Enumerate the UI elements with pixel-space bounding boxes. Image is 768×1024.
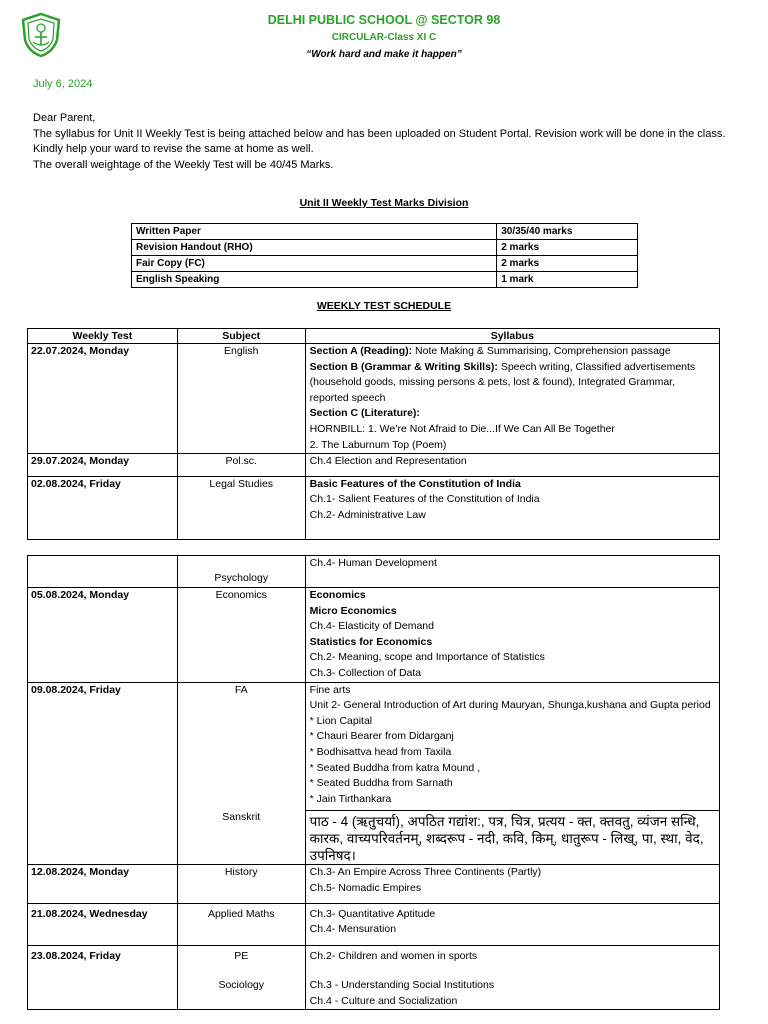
syllabus-line: Ch.4- Mensuration [309, 923, 397, 936]
table-row [28, 588, 720, 683]
syllabus [305, 344, 719, 454]
syllabus-line: Ch.4- Elasticity of Demand [309, 620, 434, 633]
marks-value: 2 marks [497, 256, 638, 272]
test-date: 29.07.2024, Monday [28, 454, 178, 477]
syllabus-line: Ch.3- Quantitative Aptitude [309, 907, 436, 920]
section-text: Note Making & Summarising, Comprehension passage [412, 345, 671, 357]
test-date: 22.07.2024, Monday [28, 344, 178, 454]
syllabus-line: Ch.2- Meaning, scope and Importance of Statistics [309, 651, 545, 664]
subject-pe: PE [234, 949, 249, 962]
section-text: Speech writing, Classified advertisements (household goods, missing persons & pets, lost & found), Integrated Grammar, reported speech [309, 360, 696, 404]
table-row [28, 344, 720, 454]
table-row [132, 224, 638, 240]
section-label: Section B (Grammar & Writing Skills): [309, 360, 498, 373]
marks-item: Fair Copy (FC) [132, 256, 497, 272]
column-header: Weekly Test [28, 329, 178, 344]
syllabus [305, 454, 719, 477]
syllabus [305, 865, 719, 903]
schedule-title: WEEKLY TEST SCHEDULE [316, 300, 452, 312]
circular-title: CIRCULAR-Class XI C [331, 32, 437, 43]
salutation: Dear Parent, [33, 112, 96, 124]
marks-table [131, 223, 638, 288]
syllabus [305, 588, 719, 683]
letter-body [33, 111, 733, 173]
syllabus-line: * Seated Buddha from Sarnath [309, 777, 453, 790]
motto: “Work hard and make it happen” [306, 49, 462, 60]
letter-date: July 6, 2024 [33, 78, 93, 90]
syllabus-line: Ch.3- Collection of Data [309, 666, 422, 679]
school-name: DELHI PUBLIC SCHOOL @ SECTOR 98 [267, 13, 501, 27]
syllabus-heading: Basic Features of the Constitution of India [309, 477, 521, 490]
syllabus [305, 476, 719, 539]
test-date: 23.08.2024, Friday [28, 945, 178, 1010]
syllabus-line: * Jain Tirthankara [309, 792, 392, 805]
subject-fa: FA [234, 683, 248, 696]
marks-value: 2 marks [497, 240, 638, 256]
section-label: Section C (Literature): [309, 407, 420, 420]
syllabus-heading: Micro Economics [309, 604, 397, 617]
table-row [28, 476, 720, 539]
table-row [28, 865, 720, 903]
syllabus-line: * Chauri Bearer from Didarganj [309, 730, 454, 743]
test-date: 09.08.2024, Friday [28, 682, 178, 865]
subject: History [177, 865, 305, 903]
test-date: 02.08.2024, Friday [28, 476, 178, 539]
syllabus [305, 682, 719, 865]
column-header: Subject [177, 329, 305, 344]
test-date: 12.08.2024, Monday [28, 865, 178, 903]
marks-item: Written Paper [132, 224, 497, 240]
test-date: 21.08.2024, Wednesday [28, 903, 178, 945]
sanskrit-syllabus: पाठ - 4 (ऋतुचर्या), अपठित गद्यांश:, पत्र, चित्र, प्रत्यय - क्त, क्तवतु, व्यंजन सन्धि, कारक, वाच्यपरिवर्तनम्, शब्दरूप - नदी, कवि, किम्, धातुरूप - लिख्, पा, स्था, वेद, उपनिषद। [306, 810, 719, 864]
syllabus-heading: Statistics for Economics [309, 635, 433, 648]
syllabus-line: Ch.2- Administrative Law [309, 508, 426, 521]
table-row [132, 256, 638, 272]
table-row [132, 240, 638, 256]
subject [177, 682, 305, 865]
syllabus-line: Ch.4 Election and Representation [309, 455, 467, 468]
column-header: Syllabus [305, 329, 719, 344]
subject-sociology: Sociology [218, 979, 264, 992]
table-row [28, 945, 720, 1010]
table-row [28, 903, 720, 945]
table-row [132, 272, 638, 288]
marks-item: English Speaking [132, 272, 497, 288]
syllabus-line: 2. The Laburnum Top (Poem) [309, 438, 447, 451]
letter-paragraph: The syllabus for Unit II Weekly Test is being attached below and has been uploaded on Student Portal. Revision work will be done in the class. Kindly help your ward to revise the same at home as well. [33, 127, 726, 155]
syllabus [305, 903, 719, 945]
syllabus-line: Ch.4 - Culture and Socialization [309, 994, 458, 1007]
syllabus-line: Fine arts [309, 683, 351, 696]
subject: Pol.sc. [177, 454, 305, 477]
marks-value: 1 mark [497, 272, 638, 288]
schedule-table-continued [27, 555, 720, 1010]
subject: Economics [177, 588, 305, 683]
syllabus-line: * Bodhisattva head from Taxila [309, 745, 452, 758]
syllabus-line: Ch.1- Salient Features of the Constitution of India [309, 493, 540, 506]
syllabus-heading: Economics [309, 589, 366, 601]
syllabus-line: Ch.4- Human Development [309, 557, 437, 569]
subject: Legal Studies [177, 476, 305, 539]
syllabus-line: HORNBILL: 1. We’re Not Afraid to Die...If We Can All Be Together [309, 422, 615, 435]
schedule-table [27, 328, 720, 540]
subject-sanskrit: Sanskrit [222, 811, 261, 824]
syllabus-line: Ch.2- Children and women in sports [309, 949, 478, 962]
letter-paragraph: The overall weightage of the Weekly Test will be 40/45 Marks. [33, 158, 334, 171]
syllabus-line: Unit 2- General Introduction of Art during Mauryan, Shunga,kushana and Gupta period [309, 699, 711, 712]
syllabus-line: Ch.3 - Understanding Social Institutions [309, 979, 495, 992]
subject: English [177, 344, 305, 454]
table-row [28, 454, 720, 477]
table-row [28, 556, 720, 588]
syllabus-line: Ch.5- Nomadic Empires [309, 881, 422, 894]
syllabus-line: * Seated Buddha from katra Mound , [309, 761, 481, 774]
syllabus [305, 945, 719, 1010]
subject [177, 945, 305, 1010]
table-header-row [28, 329, 720, 344]
marks-item: Revision Handout (RHO) [132, 240, 497, 256]
test-date [28, 556, 178, 588]
marks-value: 30/35/40 marks [497, 224, 638, 240]
table-row [28, 682, 720, 865]
test-date: 05.08.2024, Monday [28, 588, 178, 683]
section-label: Section A (Reading): [309, 345, 413, 357]
syllabus-line: Ch.3- An Empire Across Three Continents (Partly) [309, 866, 542, 879]
syllabus [305, 556, 719, 588]
marks-title: Unit II Weekly Test Marks Division [299, 197, 469, 209]
syllabus-line: * Lion Capital [309, 714, 373, 727]
subject: Psychology [177, 556, 305, 588]
subject: Applied Maths [177, 903, 305, 945]
